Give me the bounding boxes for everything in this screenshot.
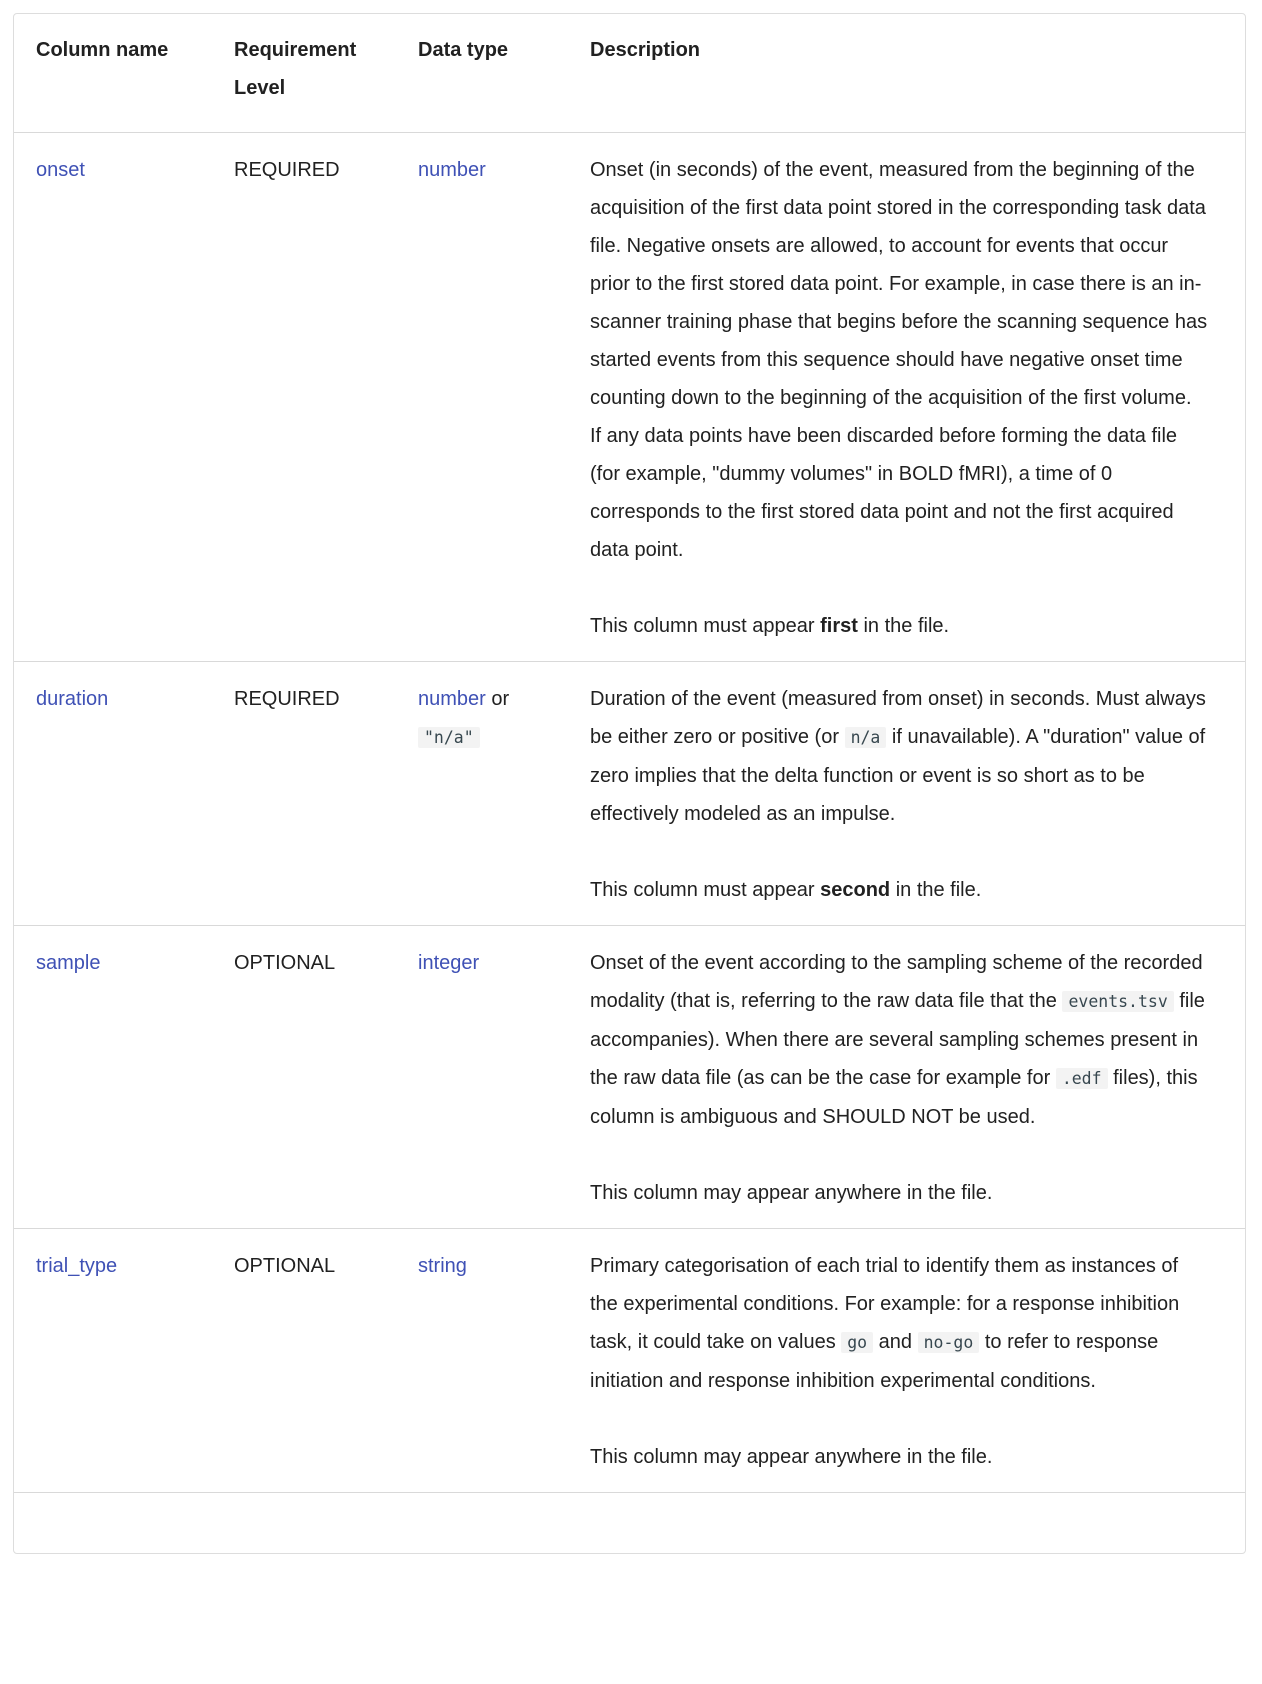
table-row-onset (14, 133, 1245, 662)
cell-requirement-level (212, 662, 396, 926)
text-segment: files), this column is ambiguous and SHOULD NOT be used. (590, 1067, 1198, 1128)
data-type-content (418, 1247, 546, 1285)
cell-data-type (396, 662, 568, 926)
requirement-level-text: OPTIONAL (234, 1255, 336, 1277)
column-position-note (590, 1438, 1208, 1476)
text-segment: Primary categorisation of each trial to identify them as instances of the experimental conditions. For example: for a response inhibition task, it could take on values (590, 1255, 1180, 1353)
header-data-type (396, 14, 568, 133)
bold-text: first (820, 615, 858, 637)
text-segment: This column may appear anywhere in the file. (590, 1182, 993, 1204)
cell-column-name (14, 1229, 212, 1493)
cell-data-type (396, 1229, 568, 1493)
text-segment: or (485, 688, 510, 710)
inline-code: no-go (918, 1332, 980, 1353)
header-label: Data type (418, 39, 509, 61)
requirement-level-text: REQUIRED (234, 688, 340, 710)
description-text (590, 680, 1208, 833)
text-segment: Onset of the event according to the sampling scheme of the recorded modality (that is, referring to the raw data file that the (590, 952, 1203, 1012)
cell-empty (568, 1493, 1245, 1554)
inline-code: "n/a" (418, 727, 480, 748)
text-segment: in the file. (857, 615, 950, 637)
table-row-trial-type (14, 1229, 1245, 1493)
column-position-note (590, 1174, 1208, 1212)
cell-requirement-level (212, 926, 396, 1229)
columns-table-container (13, 13, 1246, 1554)
column-position-note (590, 871, 1208, 909)
text-segment: to refer to response initiation and response inhibition experimental conditions. (590, 1331, 1159, 1392)
column-name-link[interactable]: sample (36, 952, 101, 974)
cell-requirement-level (212, 133, 396, 662)
cell-column-name (14, 133, 212, 662)
inline-code: n/a (845, 727, 887, 748)
header-row (14, 14, 1245, 133)
columns-table (14, 14, 1245, 1553)
text-segment: in the file. (890, 879, 982, 901)
cell-column-name (14, 662, 212, 926)
text-segment: Duration of the event (measured from onset) in seconds. Must always be either zero or positive (or (590, 688, 1206, 748)
cell-description (568, 662, 1245, 926)
column-name-link[interactable]: onset (36, 159, 85, 181)
cell-empty (14, 1493, 212, 1554)
text-segment: if unavailable). A "duration" value of zero implies that the delta function or event is so short as to be effectively modeled as an impulse. (590, 726, 1206, 825)
header-requirement-level (212, 14, 396, 133)
text-segment: This column must appear (590, 879, 821, 901)
text-segment: file accompanies). When there are several sampling schemes present in the raw data file (as can be the case for example for (590, 990, 1205, 1089)
cell-description (568, 926, 1245, 1229)
inline-code: events.tsv (1062, 991, 1173, 1012)
cell-requirement-level (212, 1229, 396, 1493)
requirement-level-text: OPTIONAL (234, 952, 336, 974)
description-text (590, 1247, 1208, 1400)
table-row-duration (14, 662, 1245, 926)
table-body (14, 133, 1245, 1554)
header-label: Requirement Level (234, 39, 357, 99)
text-segment: and (873, 1331, 918, 1353)
header-label: Column name (36, 39, 169, 61)
header-label: Description (590, 39, 701, 61)
datatype-link[interactable]: number (418, 688, 486, 710)
table-header (14, 14, 1245, 133)
cell-column-name (14, 926, 212, 1229)
datatype-link[interactable]: integer (418, 952, 480, 974)
text-segment: If any data points have been discarded before forming the data file (for example, "dummy volumes" in BOLD fMRI), a time of 0 corresponds to the first stored data point and not the first acquired data point. (590, 425, 1178, 561)
text-segment: This column must appear (590, 615, 821, 637)
inline-code: .edf (1056, 1068, 1108, 1089)
data-type-content (418, 680, 546, 757)
table-row-sample (14, 926, 1245, 1229)
header-column-name (14, 14, 212, 133)
header-description (568, 14, 1245, 133)
description-text (590, 944, 1208, 1136)
cell-description (568, 1229, 1245, 1493)
column-position-note (590, 607, 1208, 645)
text-segment: This column may appear anywhere in the file. (590, 1446, 993, 1468)
cell-description (568, 133, 1245, 662)
cell-empty (212, 1493, 396, 1554)
cell-data-type (396, 133, 568, 662)
data-type-content (418, 151, 546, 189)
inline-code: go (841, 1332, 873, 1353)
text-segment: Onset (in seconds) of the event, measured from the beginning of the acquisition of the first data point stored in the corresponding task data file. Negative onsets are allowed, to account for events that occur prior to the first stored data point. For example, in case there is an in-scanner training phase that begins before the scanning sequence has started events from this sequence should have negative onset time counting down to the beginning of the acquisition of the first volume. (590, 159, 1208, 409)
table-row-partial (14, 1493, 1245, 1554)
datatype-link[interactable]: string (418, 1255, 467, 1277)
column-name-link[interactable]: duration (36, 688, 109, 710)
cell-data-type (396, 926, 568, 1229)
column-name-link[interactable]: trial_type (36, 1255, 118, 1277)
datatype-link[interactable]: number (418, 159, 486, 181)
data-type-content (418, 944, 546, 982)
bold-text: second (820, 879, 891, 901)
requirement-level-text: REQUIRED (234, 159, 340, 181)
cell-empty (396, 1493, 568, 1554)
description-text (590, 151, 1208, 569)
